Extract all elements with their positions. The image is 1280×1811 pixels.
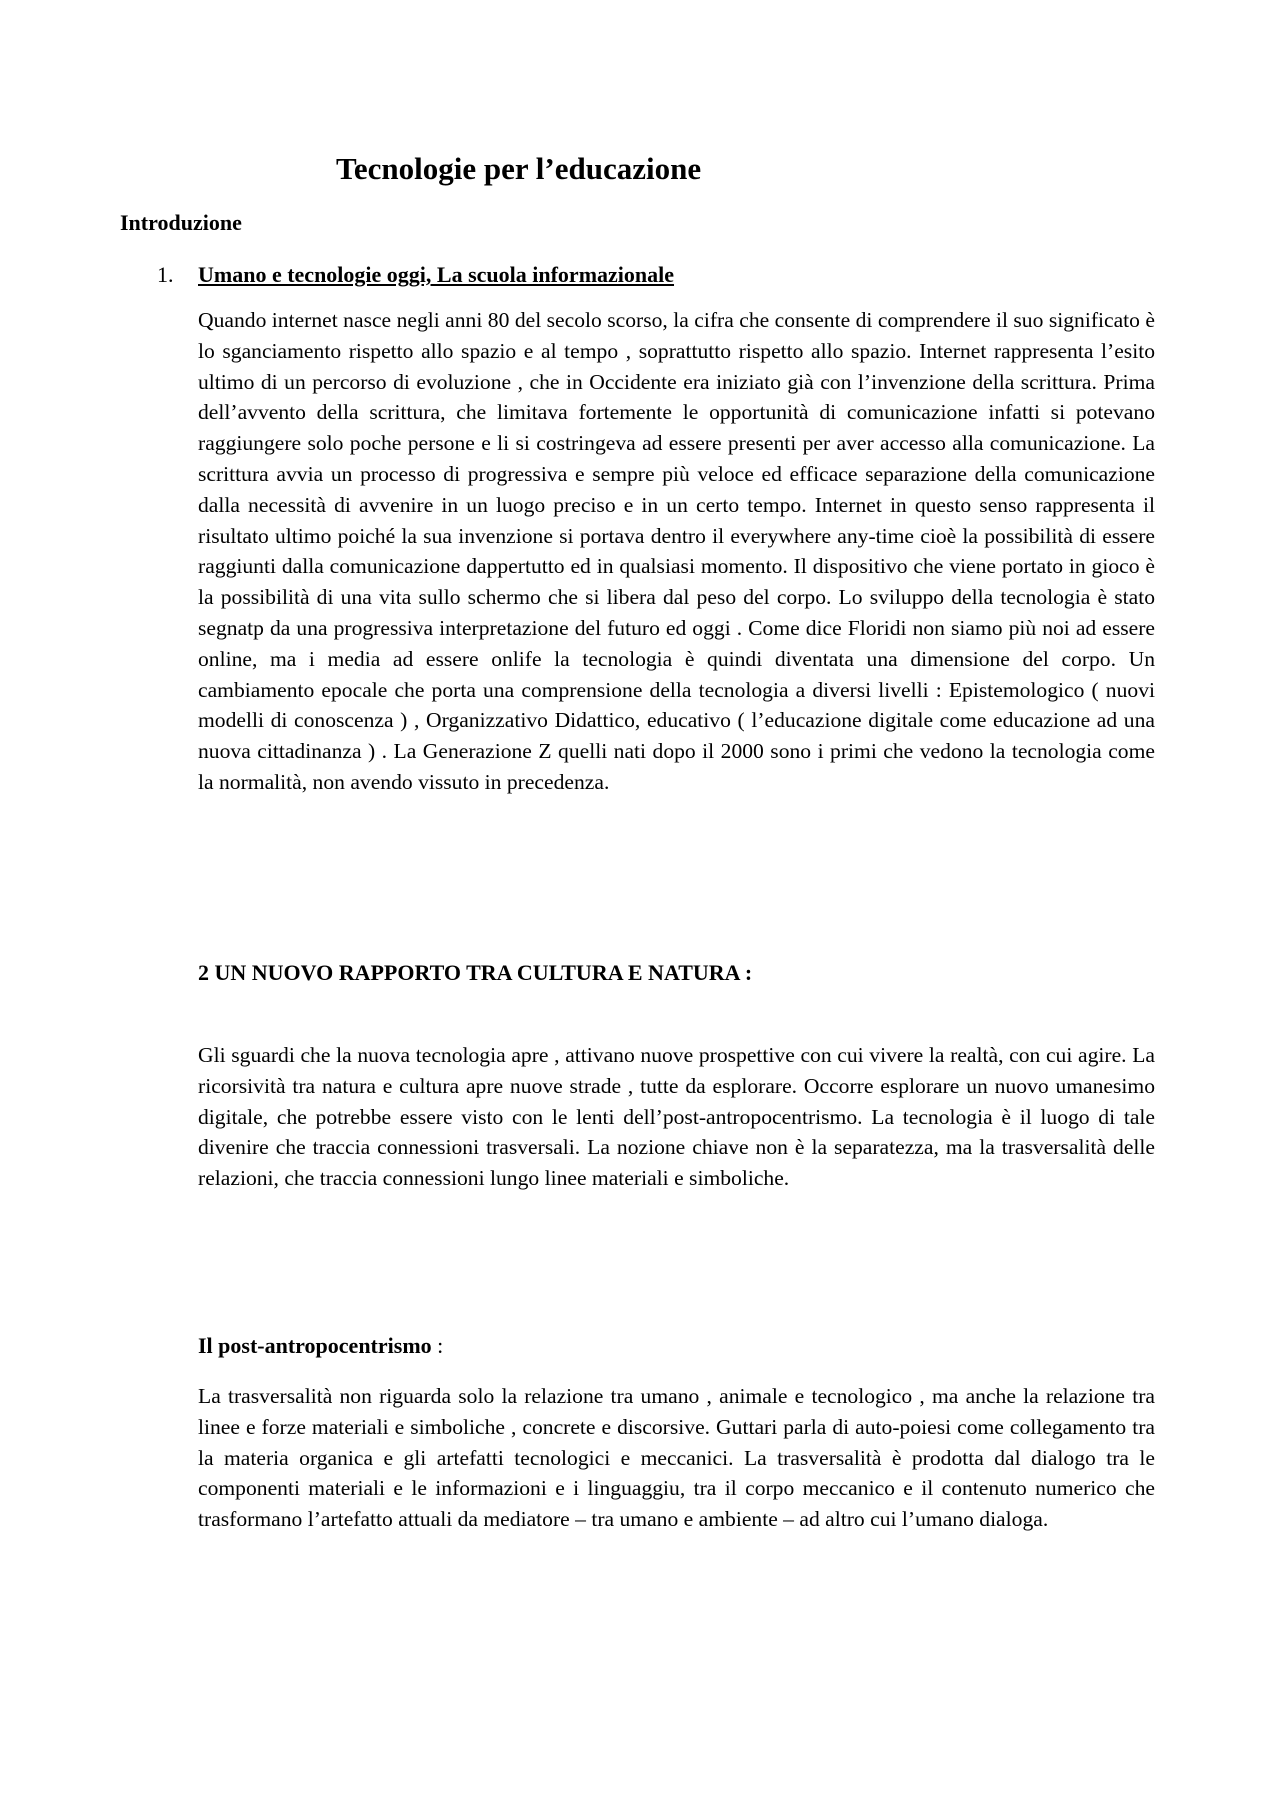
section-1-paragraph: Quando internet nasce negli anni 80 del secolo scorso, la cifra che consente di comprendere il suo significato è lo sganciamento rispetto allo spazio e al tempo , soprattutto rispetto allo spazio. Internet rappresenta l’esito ultimo di un percorso di evoluzione , che in Occidente era iniziato già con l’invenzione della scrittura. Prima dell’avvento della scrittura, che limitava fortemente le opportunità di comunicazione infatti si potevano raggiungere solo poche persone e li si costringeva ad essere presenti per aver accesso alla comunicazione. La scrittura avvia un processo di progressiva e sempre più veloce ed efficace separazione della comunicazione dalla necessità di avvenire in un luogo preciso e in un certo tempo. Internet in questo senso rappresenta il risultato ultimo poiché la sua invenzione si portava dentro il everywhere any-time cioè la possibilità di essere raggiunti dalla comunicazione dappertutto ed in qualsiasi momento. Il dispositivo che viene portato in gioco è la possibilità di una vita sullo schermo che si libera dal peso del corpo. Lo sviluppo della tecnologia è stato segnatp da una progressiva interpretazione del futuro ed oggi . Come dice Floridi non siamo più noi ad essere online, ma i media ad essere onlife la tecnologia è quindi diventata una dimensione del corpo. Un cambiamento epocale che porta una comprensione della tecnologia a diversi livelli : Epistemologico ( nuovi modelli di conoscenza ) , Organizzativo Didattico, educativo ( l’educazione digitale come educazione ad una nuova cittadinanza ) . La Generazione Z quelli nati dopo il 2000 sono i primi che vedono la tecnologia come la normalità, non avendo vissuto in precedenza. [198, 308, 1155, 794]
section-2-paragraph: Gli sguardi che la nuova tecnologia apre , attivano nuove prospettive con cui vivere la realtà, con cui agire. La ricorsività tra natura e cultura apre nuove strade , tutte da esplorare. Occorre esplorare un nuovo umanesimo digitale, che potrebbe essere visto con le lenti dell’post-antropocentrismo. La tecnologia è il luogo di tale divenire che traccia connessioni trasversali. La nozione chiave non è la separatezza, ma la trasversalità delle relazioni, che traccia connessioni lungo linee materiali e simboliche. [198, 1043, 1155, 1191]
section-3-paragraph: La trasversalità non riguarda solo la relazione tra umano , animale e tecnologico , ma anche la relazione tra linee e forze materiali e simboliche , concrete e discorsive. Guttari parla di auto-poiesi come collegamento tra la materia organica e gli artefatti tecnologici e meccanici. La trasversalità è prodotta dal dialogo tra le componenti materiali e le informazioni e i linguaggiu, tra il corpo meccanico e il contenuto numerico che trasformano l’artefatto attuali da mediatore – tra umano e ambiente – ad altro cui l’umano dialoga. [198, 1384, 1155, 1532]
intro-heading: Introduzione [120, 210, 242, 235]
document-title: Tecnologie per l’educazione [336, 151, 702, 186]
section-3-heading-text: Il post-antropocentrismo [198, 1333, 432, 1358]
section-3-heading [198, 1333, 443, 1359]
section-2-heading: 2 UN NUOVO RAPPORTO TRA CULTURA E NATURA : [198, 960, 753, 985]
section-3-heading-suffix: : [431, 1333, 444, 1358]
section-1-number: 1. [157, 262, 174, 287]
section-1-heading: Umano e tecnologie oggi, La scuola informazionale [198, 262, 675, 287]
